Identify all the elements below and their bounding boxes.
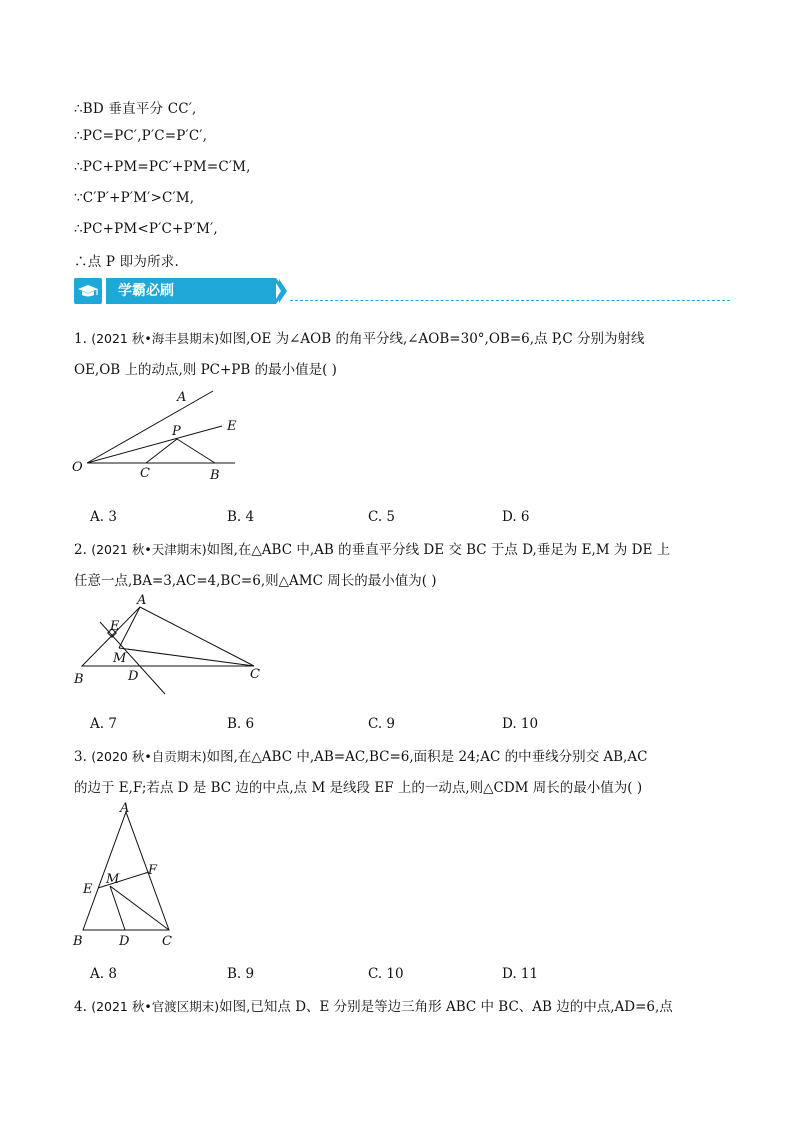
proof-line-3: ∴PC+PM=PC′+PM=C′M,: [74, 159, 251, 175]
label-D: D: [128, 669, 139, 684]
label-E: E: [110, 619, 120, 634]
figure-angle-bisector: [70, 385, 250, 485]
choice-c[interactable]: C. 9: [368, 716, 396, 732]
question-2: [74, 534, 734, 597]
question-text-line: 任意一点,BA=3,AC=4,BC=6,则△AMC 周长的最小值为( ): [74, 573, 437, 589]
label-A: A: [177, 390, 187, 405]
section-banner: [74, 278, 730, 306]
proof-line-1: ∴BD 垂直平分 CC′,: [74, 101, 197, 117]
section-divider: [290, 300, 730, 301]
figure-isosceles-triangle: [70, 800, 190, 950]
chevron-right-icon: [279, 279, 287, 303]
choice-a[interactable]: A. 8: [90, 966, 117, 982]
choice-b[interactable]: B. 9: [227, 966, 255, 982]
graduation-cap-icon: [74, 278, 102, 304]
label-O: O: [72, 460, 83, 475]
proof-line-2: ∴PC=PC′,P′C=P′C′,: [74, 128, 208, 144]
question-text-line: 如图,已知点 D、E 分别是等边三角形 ABC 中 BC、AB 边的中点,AD=6,点: [219, 999, 673, 1015]
question-source: (2021 秋•海丰县期末): [91, 331, 220, 346]
label-P: P: [172, 424, 181, 439]
question-text-line: 如图,在△ABC 中,AB=AC,BC=6,面积是 24;AC 的中垂线分别交 AB,AC: [206, 749, 648, 765]
proof-line-5: ∴PC+PM<P′C+P′M′,: [74, 221, 218, 237]
label-E: E: [227, 419, 237, 434]
label-B: B: [74, 672, 84, 687]
figure-triangle-abc: [70, 590, 270, 700]
choice-d[interactable]: D. 11: [502, 966, 539, 982]
question-text-line: OE,OB 上的动点,则 PC+PB 的最小值是( ): [74, 362, 337, 378]
choice-d[interactable]: D. 6: [502, 509, 530, 525]
question-number: 2.: [74, 542, 87, 558]
question-1: [74, 323, 734, 386]
choice-a[interactable]: A. 7: [90, 716, 117, 732]
question-text-line: 如图,OE 为∠AOB 的角平分线,∠AOB=30°,OB=6,点 P,C 分别为射线: [219, 331, 645, 347]
label-B: B: [73, 934, 83, 949]
label-C: C: [250, 667, 260, 682]
question-source: (2021 秋•天津期末): [91, 542, 207, 557]
label-A: A: [137, 593, 147, 608]
choice-b[interactable]: B. 4: [227, 509, 255, 525]
choice-d[interactable]: D. 10: [502, 716, 539, 732]
label-M: M: [106, 872, 120, 887]
question-text-line: 如图,在△ABC 中,AB 的垂直平分线 DE 交 BC 于点 D,垂足为 E,M 为 DE 上: [206, 542, 671, 558]
label-M: M: [113, 651, 127, 666]
label-B: B: [210, 468, 220, 483]
label-C: C: [140, 466, 150, 481]
question-source: (2020 秋•自贡期末): [91, 749, 207, 764]
question-4: [74, 991, 734, 1023]
label-C: C: [162, 934, 172, 949]
choice-a[interactable]: A. 3: [90, 509, 117, 525]
label-E: E: [83, 882, 93, 897]
section-title: 学霸必刷: [106, 278, 276, 304]
proof-line-4: ∵C′P′+P′M′>C′M,: [74, 190, 195, 206]
question-number: 1.: [74, 331, 87, 347]
question-text-line: 的边于 E,F;若点 D 是 BC 边的中点,点 M 是线段 EF 上的一动点,则△CDM 周长的最小值为( ): [74, 780, 643, 796]
choice-c[interactable]: C. 5: [368, 509, 396, 525]
label-D: D: [119, 934, 130, 949]
label-F: F: [148, 863, 158, 878]
choice-c[interactable]: C. 10: [368, 966, 404, 982]
choice-b[interactable]: B. 6: [227, 716, 255, 732]
proof-line-6: ∴点 P 即为所求.: [74, 254, 179, 270]
question-number: 3.: [74, 749, 87, 765]
question-source: (2021 秋•官渡区期末): [91, 999, 220, 1014]
question-3: [74, 741, 734, 804]
question-number: 4.: [74, 999, 87, 1015]
label-A: A: [120, 801, 130, 816]
